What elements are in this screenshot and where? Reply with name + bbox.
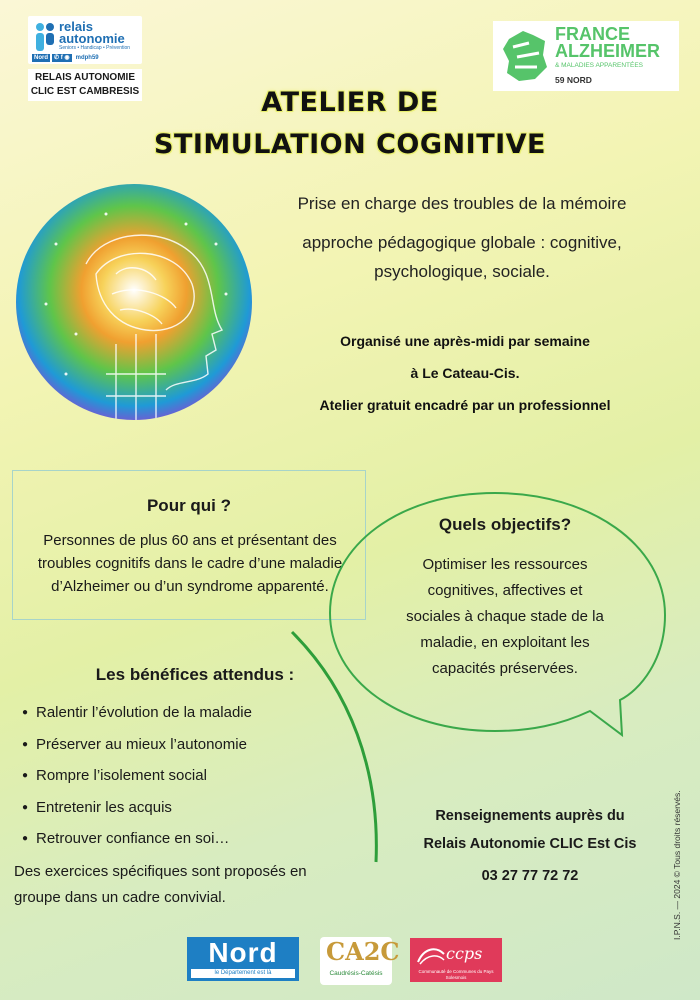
bullet-icon: ● [22,770,29,781]
legal-notice: I.P.N.S. — 2024 © Tous droits réservés. [672,790,682,940]
relais-caption-line2: CLIC EST CAMBRESIS [30,86,140,97]
nord-logo-tagline: le Département est là [191,969,295,978]
objectifs-text: Optimiser les ressources cognitives, affectives et sociales à chaque stade de la maladie, en exploitant les capacités préservées. [406,556,604,677]
list-item: ● Entretenir les acquis [22,792,252,824]
ccps-swoosh-icon [416,944,446,966]
france-map-icon [499,27,551,85]
objectifs-title: Quels objectifs? [438,515,572,534]
relais-tagline: Seniors • Handicap • Prévention [59,45,131,51]
ccps-logo [410,938,502,982]
page-title [100,82,600,166]
bullet-icon: ● [22,738,29,750]
ca2c-logo-text: CA2C [326,937,400,966]
fa-line3: & MALADIES APPARENTÉES [555,62,644,69]
list-item: ● Retrouver confiance en soi… [22,823,252,855]
renseignements-line2: Relais Autonomie CLIC Est Cis [423,836,637,852]
benefices-list [22,697,252,855]
relais-name-line2: autonomie [59,31,125,46]
france-alzheimer-logo [493,21,679,91]
ccps-logo-text: ccps [446,944,483,963]
relais-name-line1: relais [59,19,93,34]
title-line1: ATELIER DE [261,87,439,118]
pour-qui-title: Pour qui ? [146,496,232,515]
relais-autonomie-logo [28,16,142,64]
list-item: ● Rompre l’isolement social [22,760,252,792]
ccps-logo-sub: Communauté de Communes du Pays Solesmois [418,969,494,980]
fa-line4: 59 NORD [555,75,592,85]
fa-line1: FRANCE [555,24,630,44]
relais-person-icon [34,22,56,52]
benefices-footer: Des exercices spécifiques sont proposés en groupe dans un cadre convivial. [14,863,307,906]
intro-line1: Prise en charge des troubles de la mémoire [297,194,627,213]
list-item: ● Ralentir l’évolution de la maladie [22,697,252,729]
info-location: à Le Cateau-Cis. [410,365,520,381]
phone-number[interactable]: 03 27 77 72 72 [481,868,579,884]
fa-line2: ALZHEIMER [555,41,660,61]
bullet-icon: ● [22,833,29,844]
relais-badge-nord: Nord [34,55,48,61]
bullet-icon: ● [22,801,29,813]
intro-line2: approche pédagogique globale : cognitive, [302,233,622,252]
title-line2: STIMULATION COGNITIVE [154,129,546,160]
relais-caption-line1: RELAIS AUTONOMIE [34,72,135,83]
brain-illustration [16,184,252,420]
social-icons: ✆ f ◉ [54,55,70,61]
bullet-icon: ● [22,707,29,718]
info-schedule: Organisé une après-midi par semaine [340,333,590,349]
relais-badge-mdph: mdph59 [75,55,99,61]
pour-qui-text: Personnes de plus 60 ans et présentant des troubles cognitifs dans le cadre d’une maladie d’Alzheimer ou d’un syndrome apparenté. [37,532,343,595]
intro-line3: psychologique, sociale. [374,262,550,281]
ca2c-logo-sub: Caudrésis-Catésis [329,970,383,977]
benefices-title: Les bénéfices attendus : [95,665,295,684]
info-free: Atelier gratuit encadré par un professionnel [319,397,611,413]
list-item: ● Préserver au mieux l’autonomie [22,729,252,761]
nord-department-logo [187,937,299,981]
nord-logo-text: Nord [208,937,278,968]
renseignements-line1: Renseignements auprès du [435,808,625,824]
ca2c-logo [320,937,400,985]
head-profile-icon [16,184,252,420]
